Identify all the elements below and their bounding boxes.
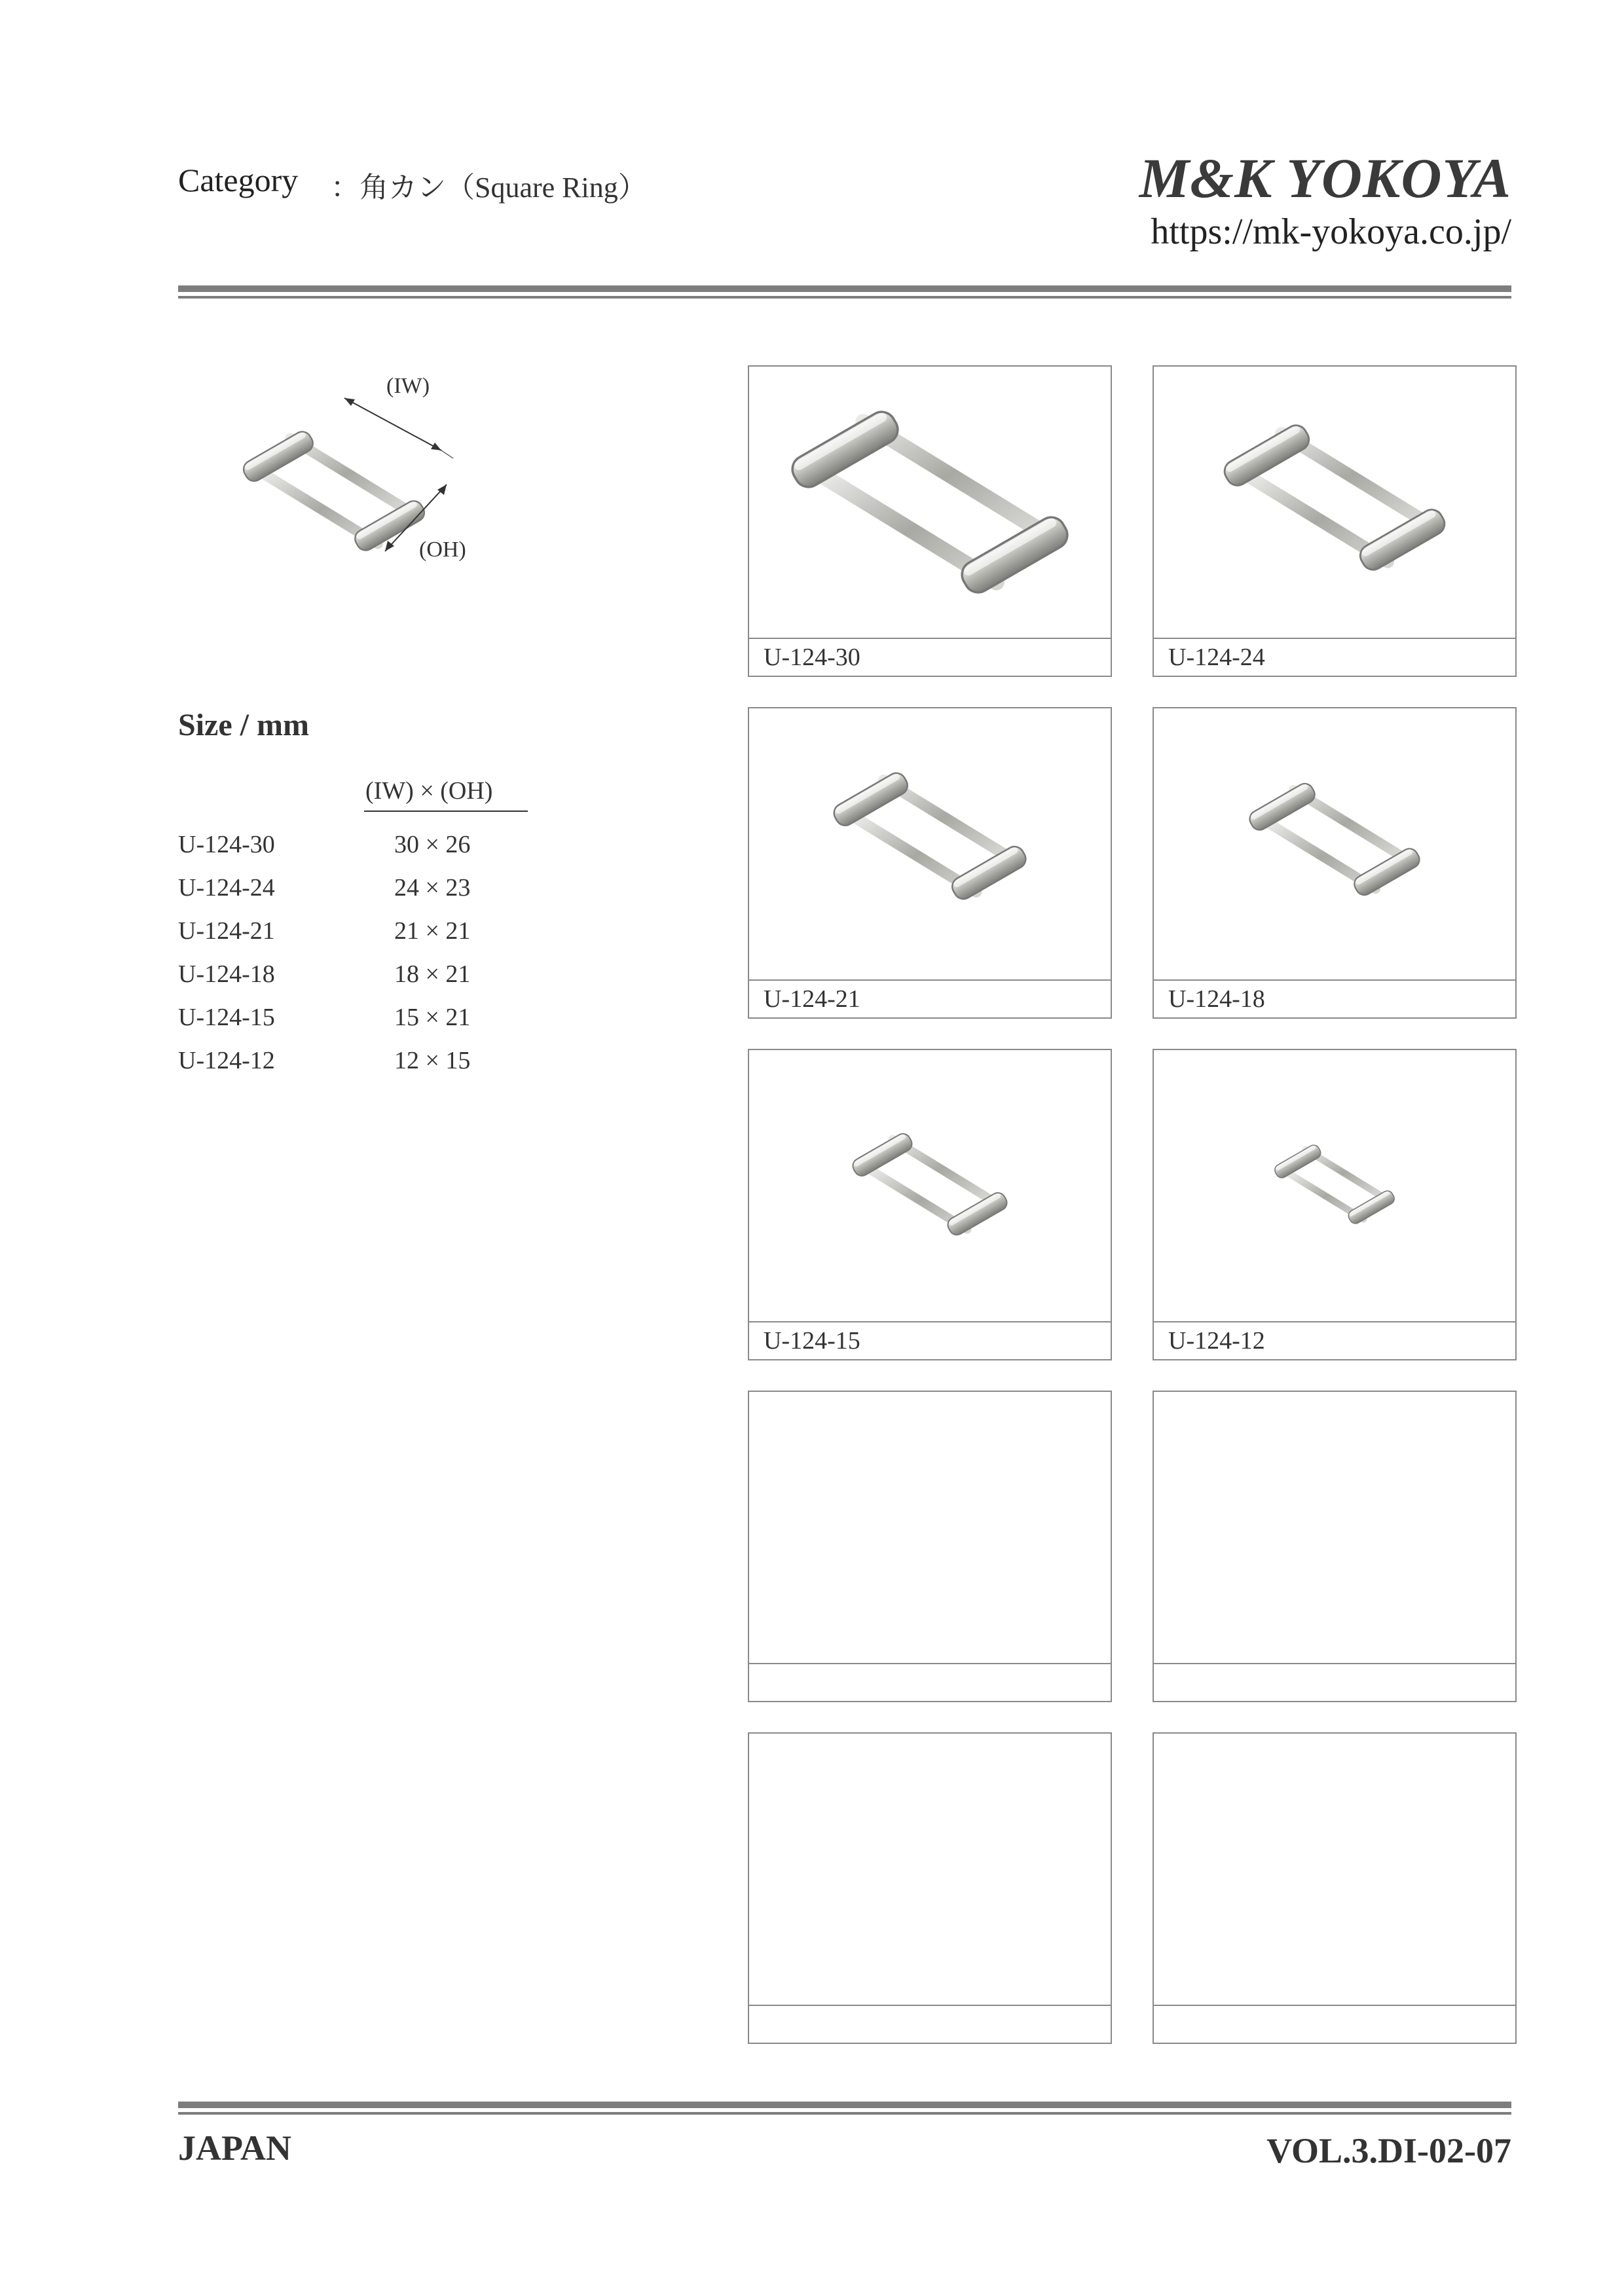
- category-value: ：角カン（Square Ring）: [331, 172, 647, 204]
- category-label: Category: [178, 162, 299, 198]
- size-row: [178, 917, 571, 956]
- header-rule-thick: [178, 285, 1511, 292]
- size-row: [178, 830, 571, 869]
- size-row: [178, 1003, 571, 1042]
- product-image-placeholder: [1154, 1734, 1515, 2005]
- product-image-placeholder: [1154, 1392, 1515, 1663]
- caption-divider: [1154, 2005, 1515, 2006]
- product-image-placeholder: [749, 1734, 1111, 2005]
- size-table-header-rule: [364, 811, 528, 812]
- caption-divider: [749, 2005, 1111, 2006]
- caption-divider: [749, 979, 1111, 981]
- oh-label: (OH): [419, 538, 466, 562]
- product-card-u-124-30[interactable]: [748, 365, 1112, 677]
- product-image: [749, 1050, 1111, 1321]
- caption-divider: [749, 1321, 1111, 1322]
- product-image: [749, 708, 1111, 979]
- size-row: [178, 1046, 571, 1085]
- size-dim: 30 × 26: [394, 831, 471, 858]
- caption-divider: [1154, 638, 1515, 639]
- footer-rule-thick: [178, 2102, 1511, 2108]
- product-card-empty: [748, 1391, 1112, 1702]
- product-card-empty: [748, 1732, 1112, 2044]
- caption-divider: [749, 638, 1111, 639]
- footer-volume: VOL.3.DI-02-07: [1266, 2131, 1511, 2170]
- product-card-u-124-12[interactable]: [1153, 1049, 1517, 1360]
- product-image-placeholder: [749, 1392, 1111, 1663]
- product-card-u-124-15[interactable]: [748, 1049, 1112, 1360]
- size-row: [178, 960, 571, 999]
- caption-divider: [1154, 1663, 1515, 1664]
- product-card-u-124-18[interactable]: [1153, 707, 1517, 1019]
- size-title: Size / mm: [178, 708, 309, 742]
- size-dim: 21 × 21: [394, 917, 471, 945]
- product-card-empty: [1153, 1732, 1517, 2044]
- product-code: U-124-18: [1168, 985, 1265, 1013]
- product-image: [1154, 1050, 1515, 1321]
- header-rule-thin: [178, 296, 1511, 299]
- brand-url[interactable]: https://mk-yokoya.co.jp/: [1151, 211, 1511, 252]
- size-table-header: (IW) × (OH): [365, 777, 493, 805]
- size-dim: 24 × 23: [394, 874, 471, 902]
- dimension-diagram: [210, 367, 498, 589]
- size-code: U-124-15: [178, 1004, 275, 1031]
- caption-divider: [749, 1663, 1111, 1664]
- size-dim: 15 × 21: [394, 1004, 471, 1031]
- product-code: U-124-21: [764, 985, 860, 1013]
- size-dim: 18 × 21: [394, 960, 471, 988]
- footer-rule-thin: [178, 2112, 1511, 2115]
- iw-label: (IW): [386, 374, 430, 398]
- size-code: U-124-21: [178, 917, 275, 945]
- size-code: U-124-18: [178, 960, 275, 988]
- footer-country: JAPAN: [178, 2128, 291, 2168]
- size-dim: 12 × 15: [394, 1047, 471, 1074]
- product-card-empty: [1153, 1391, 1517, 1702]
- product-code: U-124-30: [764, 644, 860, 671]
- product-code: U-124-12: [1168, 1327, 1265, 1355]
- product-image: [1154, 367, 1515, 638]
- brand-name: M&K YOKOYA: [1139, 147, 1511, 210]
- size-row: [178, 873, 571, 913]
- size-code: U-124-24: [178, 874, 275, 902]
- product-code: U-124-15: [764, 1327, 860, 1355]
- product-image: [1154, 708, 1515, 979]
- product-card-u-124-24[interactable]: [1153, 365, 1517, 677]
- size-code: U-124-30: [178, 831, 275, 858]
- product-code: U-124-24: [1168, 644, 1265, 671]
- caption-divider: [1154, 1321, 1515, 1322]
- caption-divider: [1154, 979, 1515, 981]
- product-image: [749, 367, 1111, 638]
- product-card-u-124-21[interactable]: [748, 707, 1112, 1019]
- size-code: U-124-12: [178, 1047, 275, 1074]
